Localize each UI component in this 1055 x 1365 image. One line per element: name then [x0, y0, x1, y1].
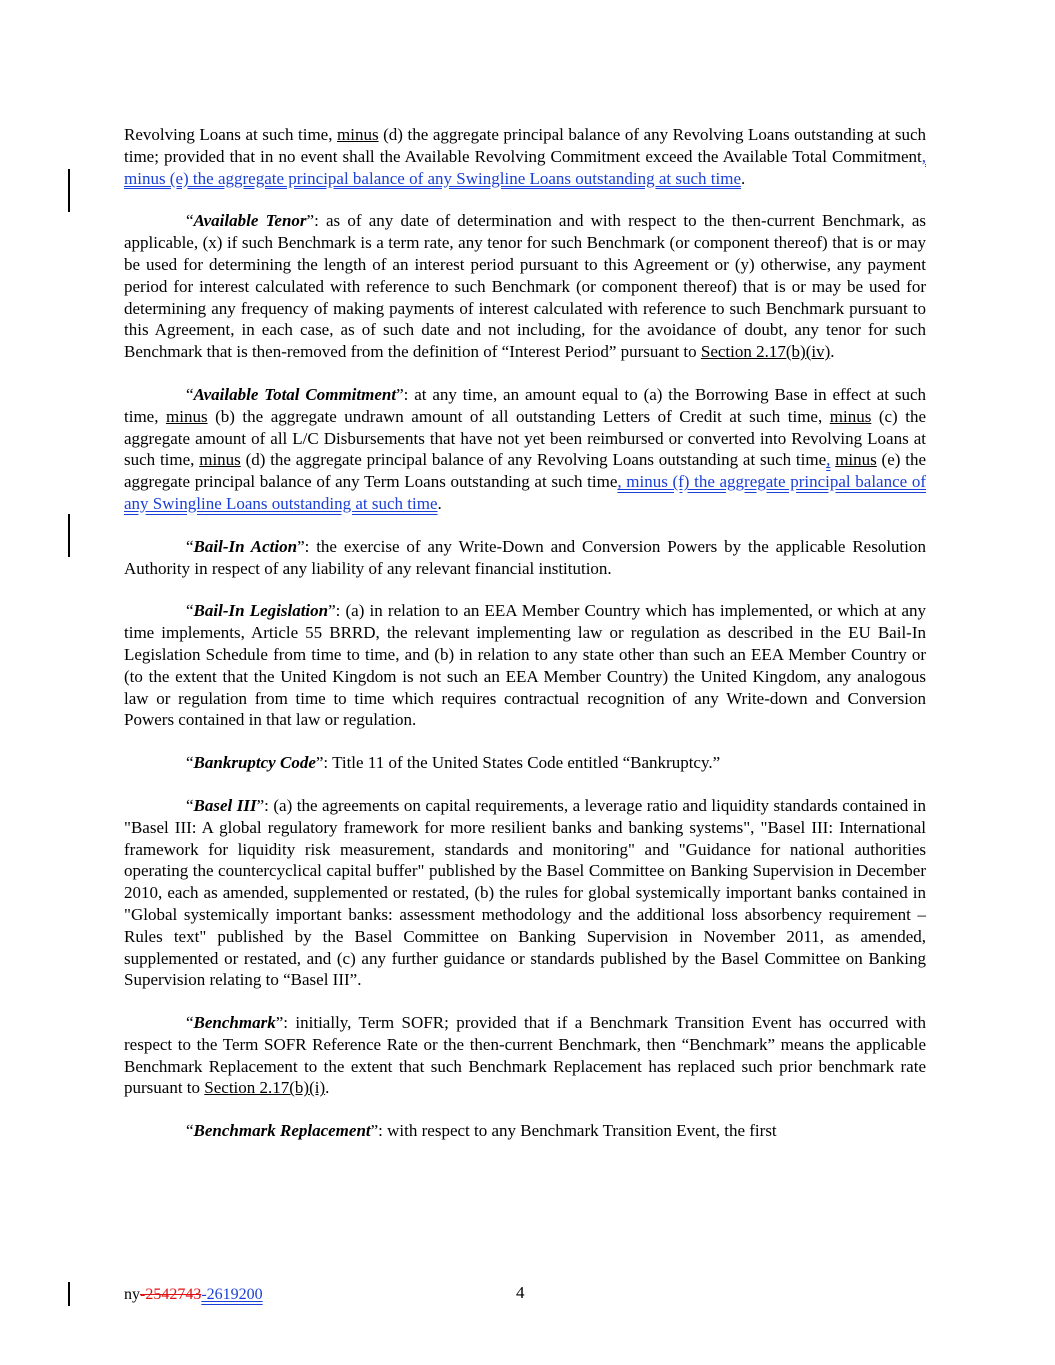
definition-available-total-commitment: “Available Total Commitment”: at any time, an amount equal to (a) the Borrowing Base in effect at such time, minus (b) the aggregate undrawn amount of all outstanding Letters of Credit at such time, minus (c) the aggregate amount of all L/C Disbursements that have not yet been reimbursed or converted into Revolving Loans at such time, minus (d) the aggregate principal balance of any Revolving Loans outstanding at such time, minus (e) the aggregate principal balance of any Term Loans outstanding at such time, minus (f) the aggregate principal balance of any Swingline Loans outstanding at such time.: [124, 384, 926, 513]
section-reference: Section 2.17(b)(iv): [700, 342, 831, 362]
inserted-text: , minus (f) the aggregate principal balance of any Swingline Loans outstanding at such time: [124, 472, 926, 513]
change-bar: [68, 169, 70, 212]
definition-benchmark-replacement: “Benchmark Replacement”: with respect to any Benchmark Transition Event, the first: [186, 1121, 777, 1141]
definition-bankruptcy-code: “Bankruptcy Code”: Title 11 of the United States Code entitled “Bankruptcy.”: [186, 753, 721, 773]
defined-term: Bail-In Action: [193, 536, 298, 556]
definition-bail-in-legislation: “Bail-In Legislation”: (a) in relation to an EEA Member Country which has implemented, or which at any time implements, Article 55 BRRD, the relevant implementing law or regulation as described in the EU Bail-In Legislation Schedule from time to time, and (b) in relation to any state other than such an EEA Member Country or (to the extent that the United Kingdom is not such an EEA Member Country) the United Kingdom, any analogous law or regulation from time to time which requires contractual recognition of any Write-down and Conversion Powers contained in that law or regulation.: [124, 601, 926, 730]
change-bar: [68, 514, 70, 557]
inserted-text: ,: [826, 450, 831, 470]
defined-term: Available Total Commitment: [193, 384, 397, 404]
defined-term: Available Tenor: [193, 211, 307, 231]
defined-term: Basel III: [193, 795, 257, 815]
change-bar: [68, 1282, 70, 1306]
page-number: 4: [516, 1283, 525, 1302]
defined-term: Bail-In Legislation: [193, 601, 329, 621]
section-reference: Section 2.17(b)(i): [204, 1078, 326, 1098]
document-page: [124, 124, 926, 1163]
document-id-footer: ny-2542743-2619200: [124, 1286, 263, 1303]
definition-benchmark: “Benchmark”: initially, Term SOFR; provided that if a Benchmark Transition Event has occurred with respect to the Term SOFR Reference Rate or the then-current Benchmark, then “Benchmark” means the applicable Benchmark Replacement to the extent that such Benchmark Replacement has replaced such prior benchmark rate pursuant to Section 2.17(b)(i).: [124, 1013, 926, 1098]
inserted-text: , minus (e) the aggregate principal balance of any Swingline Loans outstanding at such time: [124, 146, 926, 188]
defined-term: Benchmark Replacement: [193, 1121, 371, 1141]
defined-term: Bankruptcy Code: [193, 753, 316, 773]
definition-basel-iii: “Basel III”: (a) the agreements on capital requirements, a leverage ratio and liquidity standards contained in "Basel III: A global regulatory framework for more resilient banks and banking systems", "Basel III: International framework for liquidity risk measurement, standards and monitoring" and "Guidance for national authorities operating the countercyclical capital buffer" published by the Basel Committee on Banking Supervision in December 2010, each as amended, supplemented or restated, (b) the rules for global systemically important banks contained in "Global systemically important banks: assessment methodology and the additional loss absorbency requirement – Rules text" published by the Basel Committee on Banking Supervision in November 2011, as amended, supplemented or restated, and (c) any further guidance or standards published by the Basel Committee on Banking Supervision relating to “Basel III”.: [124, 795, 926, 990]
defined-term: Benchmark: [193, 1013, 276, 1033]
inserted-text: -2619200: [201, 1286, 263, 1303]
paragraph-revolving-commitment: Revolving Loans at such time, minus (d) the aggregate principal balance of any Revolving Loans outstanding at such time; provided that in no event shall the Available Revolving Commitment exceed the Available Total Commitment, minus (e) the aggregate principal balance of any Swingline Loans outstanding at such time.: [124, 125, 926, 188]
deleted-text: -2542743: [140, 1286, 202, 1303]
definition-available-tenor: “Available Tenor”: as of any date of determination and with respect to the then-current Benchmark, as applicable, (x) if such Benchmark is a term rate, any tenor for such Benchmark (or component thereof) that is or may be used for determining the length of an interest period pursuant to this Agreement or (y) otherwise, any payment period for interest calculated with reference to such Benchmark (or component thereof) that is or may be used for determining any frequency of making payments of interest calculated with reference to such Benchmark pursuant to this Agreement, in each case, as of such date and not including, for the avoidance of doubt, any tenor for such Benchmark that is then-removed from the definition of “Interest Period” pursuant to Section 2.17(b)(iv).: [124, 211, 927, 362]
definition-bail-in-action: “Bail-In Action”: the exercise of any Write-Down and Conversion Powers by the applicable Resolution Authority in respect of any liability of any relevant financial institution.: [124, 536, 926, 578]
